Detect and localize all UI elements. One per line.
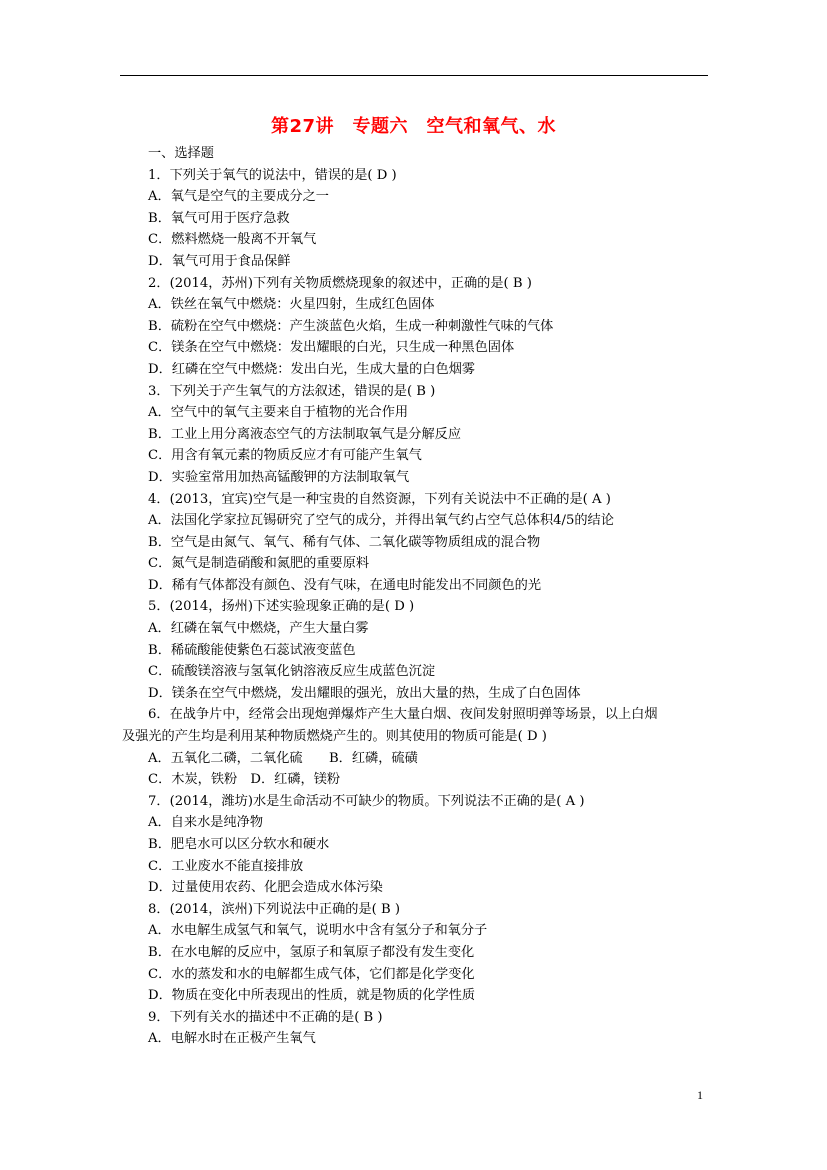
document-body	[122, 143, 707, 1050]
section-heading: 一、选择题	[148, 146, 214, 161]
answer-option: D．物质在变化中所表现出的性质，就是物质的化学性质	[148, 988, 476, 1004]
page-title: 第27讲 专题六 空气和氧气、水	[270, 116, 557, 137]
answer-option: A．法国化学家拉瓦锡研究了空气的成分，并得出氧气约占空气总体积4/5的结论	[148, 513, 614, 529]
answer-option: A．红磷在氧气中燃烧，产生大量白雾	[148, 621, 369, 637]
answer-option: B．肥皂水可以区分软水和硬水	[148, 837, 330, 852]
answer-option: D．稀有气体都没有颜色、没有气味，在通电时能发出不同颜色的光	[148, 577, 542, 593]
question-line: 4．(2013，宜宾)空气是一种宝贵的自然资源，下列有关说法中不正确的是( A )	[148, 491, 611, 507]
answer-option: B．在水电解的反应中，氢原子和氧原子都没有发生变化	[148, 944, 475, 960]
answer-option: C．水的蒸发和水的电解都生成气体，它们都是化学变化	[148, 966, 475, 982]
answer-option: C．用含有氧元素的物质反应才有可能产生氧气	[148, 448, 422, 464]
answer-option: C．木炭，铁粉 D．红磷，镁粉	[148, 772, 341, 788]
question-line: 8．(2014，滨州)下列说法中正确的是( B )	[148, 901, 401, 917]
answer-option: A．水电解生成氢气和氧气，说明水中含有氢分子和氧分子	[148, 923, 488, 939]
answer-option: C．镁条在空气中燃烧：发出耀眼的白光，只生成一种黑色固体	[148, 340, 515, 356]
answer-option: A．自来水是纯净物	[148, 815, 264, 831]
answer-option: A．铁丝在氧气中燃烧：火星四射，生成红色固体	[148, 297, 435, 313]
question-line: 5．(2014，扬州)下述实验现象正确的是( D )	[148, 599, 415, 615]
answer-option: D．实验室常用加热高锰酸钾的方法制取氧气	[148, 469, 410, 485]
question-line: 1．下列关于氧气的说法中，错误的是( D )	[148, 167, 397, 183]
answer-option: D．镁条在空气中燃烧，发出耀眼的强光，放出大量的热，生成了白色固体	[148, 685, 581, 701]
question-line: 3．下列关于产生氧气的方法叙述，错误的是( B )	[148, 383, 436, 399]
question-list	[122, 165, 707, 1050]
question-line: 7．(2014，潍坊)水是生命活动不可缺少的物质。下列说法不正确的是( A )	[148, 793, 585, 809]
answer-option: B．硫粉在空气中燃烧：产生淡蓝色火焰，生成一种刺激性气味的气体	[148, 318, 554, 334]
answer-option: D．红磷在空气中燃烧：发出白光，生成大量的白色烟雾	[148, 361, 476, 377]
answer-option: A．氧气是空气的主要成分之一	[148, 189, 329, 205]
question-line: 9．下列有关水的描述中不正确的是( B )	[148, 1009, 383, 1025]
answer-option: C．氮气是制造硝酸和氮肥的重要原料	[148, 556, 370, 572]
question-line: 6．在战争片中，经常会出现炮弹爆炸产生大量白烟、夜间发射照明弹等场景，以上白烟	[148, 707, 658, 723]
answer-option: B．工业上用分离液态空气的方法制取氧气是分解反应	[148, 426, 462, 442]
answer-option: B．空气是由氮气、氧气、稀有气体、二氧化碳等物质组成的混合物	[148, 534, 541, 550]
question-line: 2．(2014，苏州)下列有关物质燃烧现象的叙述中，正确的是( B )	[148, 275, 532, 291]
answer-option: A．五氧化二磷，二氧化硫 B．红磷，硫磺	[148, 750, 418, 766]
header-rule	[120, 75, 708, 76]
question-line: 及强光的产生均是利用某种物质燃烧产生的。则其使用的物质可能是( D )	[122, 729, 547, 745]
answer-option: A．空气中的氧气主要来自于植物的光合作用	[148, 405, 409, 421]
answer-option: B．氧气可用于医疗急救	[148, 210, 290, 226]
page-number: 1	[697, 1088, 703, 1102]
answer-option: D．过量使用农药、化肥会造成水体污染	[148, 880, 383, 896]
answer-option: B．稀硫酸能使紫色石蕊试液变蓝色	[148, 642, 356, 658]
answer-option: C．工业废水不能直接排放	[148, 858, 304, 874]
answer-option: C．燃料燃烧一般离不开氧气	[148, 232, 317, 248]
answer-option: C．硫酸镁溶液与氢氧化钠溶液反应生成蓝色沉淀	[148, 664, 436, 680]
answer-option: A．电解水时在正极产生氧气	[148, 1031, 316, 1047]
answer-option: D．氧气可用于食品保鲜	[148, 253, 291, 269]
